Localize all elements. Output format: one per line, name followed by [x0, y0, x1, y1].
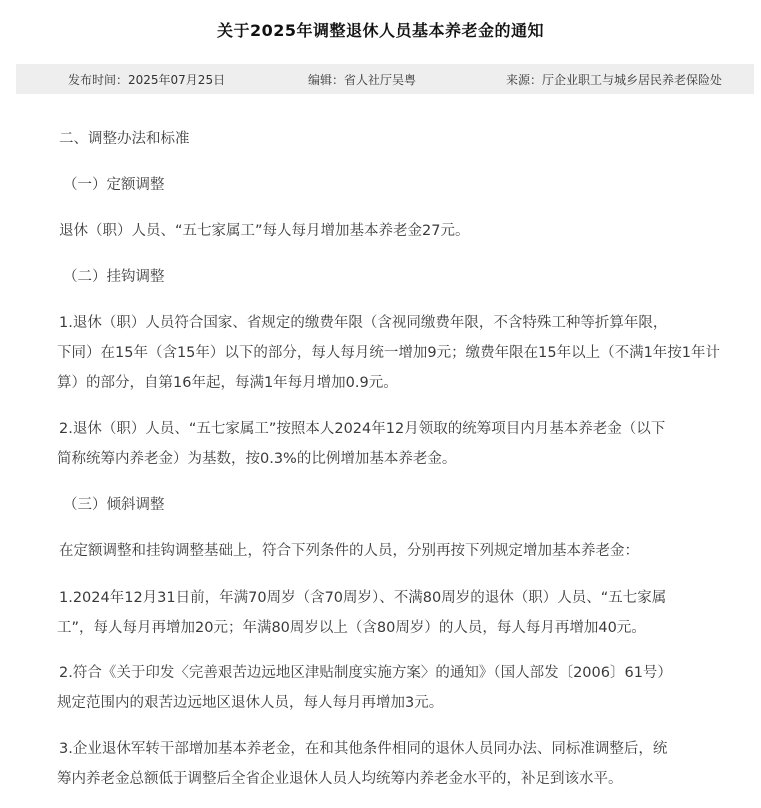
paragraph-line: 二、调整办法和标准	[59, 131, 190, 147]
paragraph-line: 算）的部分，自第16年起，每满1年每月增加0.9元。	[57, 375, 398, 391]
paragraph-line: （二）挂钩调整	[63, 269, 165, 285]
paragraph-line: 3.企业退休军转干部增加基本养老金，在和其他条件相同的退休人员同办法、同标准调整后，统	[59, 741, 668, 757]
editor-info: 编辑：省人社厅吴粤	[308, 73, 417, 87]
source-info: 来源：厅企业职工与城乡居民养老保险处	[506, 73, 723, 87]
paragraph	[59, 658, 739, 718]
publish-date: 发布时间：2025年07月25日	[68, 73, 226, 87]
paragraph	[59, 583, 739, 643]
paragraph-line: 规定范围内的艰苦边远地区退休人员，每人每月再增加3元。	[57, 695, 444, 711]
paragraph-line: 在定额调整和挂钩调整基础上，符合下列条件的人员，分别再按下列规定增加基本养老金：	[59, 543, 639, 559]
paragraph	[59, 734, 739, 794]
article-meta-bar	[16, 64, 754, 94]
paragraph-line: 1.退休（职）人员符合国家、省规定的缴费年限（含视同缴费年限，不含特殊工种等折算年限，	[59, 315, 668, 331]
paragraph	[59, 216, 739, 246]
paragraph-line: 2.退休（职）人员、“五七家属工”按照本人2024年12月领取的统筹项目内月基本养老金（以下	[59, 421, 666, 437]
paragraph-line: （三）倾斜调整	[63, 497, 165, 513]
subsection-heading	[63, 490, 743, 520]
paragraph-line: 2.符合《关于印发〈完善艰苦边远地区津贴制度实施方案〉的通知》（国人部发〔2006〕61号）	[59, 665, 672, 681]
section-heading	[59, 124, 739, 154]
paragraph-line: 简称统筹内养老金）为基数，按0.3%的比例增加基本养老金。	[57, 451, 457, 467]
paragraph-line: 筹内养老金总额低于调整后全省企业退休人员人均统筹内养老金水平的，补足到该水平。	[57, 771, 623, 787]
subsection-heading	[63, 170, 743, 200]
subsection-heading	[63, 262, 743, 292]
paragraph	[59, 308, 739, 398]
paragraph-line: （一）定额调整	[63, 177, 165, 193]
paragraph-line: 工”，每人每月再增加20元；年满80周岁以上（含80周岁）的人员，每人每月再增加40元。	[57, 620, 646, 636]
paragraph	[59, 414, 739, 474]
article-title: 关于2025年调整退休人员基本养老金的通知	[216, 21, 545, 40]
paragraph	[59, 536, 739, 566]
paragraph-line: 下同）在15年（含15年）以下的部分，每人每月统一增加9元；缴费年限在15年以上（不满1年按1年计	[57, 345, 721, 361]
paragraph-line: 退休（职）人员、“五七家属工”每人每月增加基本养老金27元。	[59, 223, 470, 239]
paragraph-line: 1.2024年12月31日前，年满70周岁（含70周岁）、不满80周岁的退休（职）人员、“五七家属	[59, 590, 667, 606]
